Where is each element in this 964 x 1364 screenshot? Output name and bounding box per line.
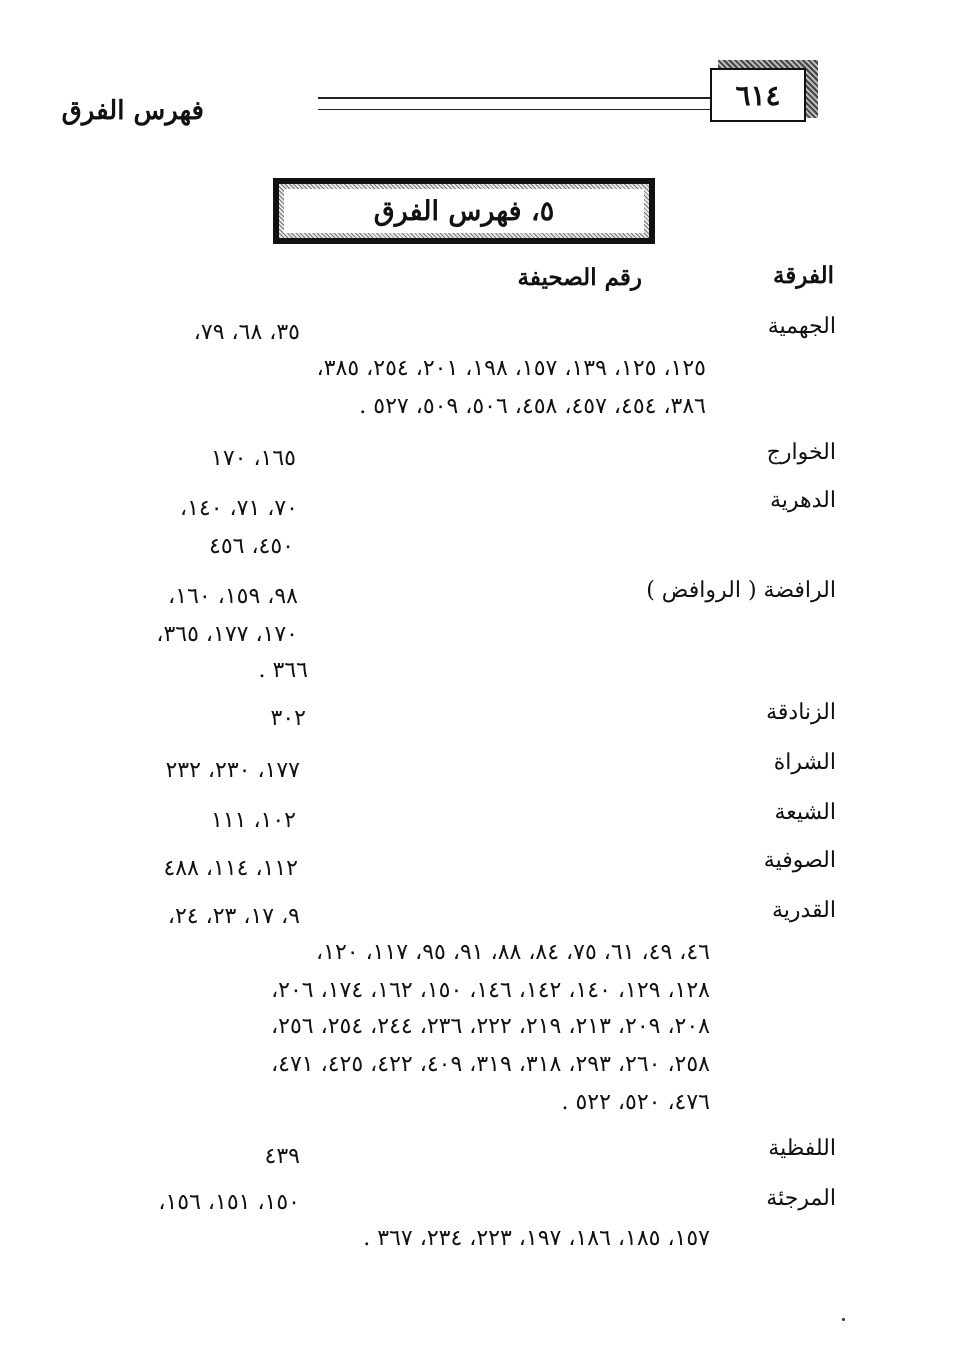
entry-pages-line: ١٧٧، ٢٣٠، ٢٣٢ [165, 758, 300, 783]
entry-pages-line: ٧٠، ٧١، ١٤٠، [179, 496, 298, 521]
entry-term: الدهرية [769, 488, 836, 513]
index-title-frame [273, 178, 655, 244]
entry-pages-line: ١١٢، ١١٤، ٤٨٨ [163, 856, 298, 881]
entry-pages-line: ٣٦٦ . [258, 658, 308, 683]
header-rule [318, 97, 710, 110]
entry-term: الصوفية [763, 848, 836, 873]
entry-pages-line: ٤٦، ٤٩، ٦١، ٧٥، ٨٤، ٨٨، ٩١، ٩٥، ١١٧، ١٢٠، [316, 940, 710, 965]
entry-pages-line: ٤٧٦، ٥٢٠، ٥٢٢ . [561, 1090, 710, 1115]
entry-pages-line: ١٧٠، ١٧٧، ٣٦٥، [156, 622, 298, 647]
entry-pages-line: ١٠٢، ١١١ [211, 808, 296, 833]
running-header-title: فهرس الفرق [61, 96, 204, 126]
entry-pages-line: ٤٥٠، ٤٥٦ [209, 534, 294, 559]
entry-pages-line: ٩، ١٧، ٢٣، ٢٤، [167, 904, 300, 929]
entry-pages-line: ١٢٥، ١٢٥، ١٣٩، ١٥٧، ١٩٨، ٢٠١، ٢٥٤، ٣٨٥، [316, 356, 706, 381]
entry-term: الخوارج [766, 440, 836, 465]
entry-term: الرافضة ( الروافض ) [646, 578, 836, 603]
page-number: ٦١٤ [710, 68, 806, 122]
entry-pages-line: ٣٠٢ [270, 706, 306, 731]
entry-pages-line: ٩٨، ١٥٩، ١٦٠، [168, 584, 298, 609]
entry-pages-line: ١٢٨، ١٢٩، ١٤٠، ١٤٢، ١٤٦، ١٥٠، ١٦٢، ١٧٤، ٢٠٦، [271, 978, 710, 1003]
entry-pages-line: ٣٥، ٦٨، ٧٩، [193, 320, 300, 345]
entry-term: القدرية [771, 898, 836, 923]
entry-pages-line: ١٦٥، ١٧٠ [211, 446, 296, 471]
entry-pages-line: ١٥٧، ١٨٥، ١٨٦، ١٩٧، ٢٢٣، ٢٣٤، ٣٦٧ . [363, 1226, 710, 1251]
page-speck [842, 1318, 845, 1321]
column-heading-page: رقم الصحيفة [517, 264, 642, 291]
entry-pages-line: ٤٣٩ [264, 1144, 300, 1169]
index-title: ٥، فهرس الفرق [284, 189, 644, 233]
entry-pages-line: ١٥٠، ١٥١، ١٥٦، [158, 1190, 300, 1215]
entry-term: الزنادقة [766, 700, 836, 725]
entry-pages-line: ٣٨٦، ٤٥٤، ٤٥٧، ٤٥٨، ٥٠٦، ٥٠٩، ٥٢٧ . [359, 394, 706, 419]
entry-pages-line: ٢٠٨، ٢٠٩، ٢١٣، ٢١٩، ٢٢٢، ٢٣٦، ٢٤٤، ٢٥٤، ٢٥٦، [271, 1014, 710, 1039]
entry-pages-line: ٢٥٨، ٢٦٠، ٢٩٣، ٣١٨، ٣١٩، ٤٠٩، ٤٢٢، ٤٢٥، ٤٧١، [271, 1052, 710, 1077]
column-heading-sect: الفرقة [772, 262, 834, 289]
entry-term: الشراة [773, 750, 836, 775]
entry-term: اللفظية [768, 1136, 836, 1161]
entry-term: الجهمية [767, 314, 836, 339]
entry-term: المرجئة [766, 1186, 836, 1211]
index-title-pattern [279, 184, 649, 238]
entry-term: الشيعة [774, 800, 836, 825]
